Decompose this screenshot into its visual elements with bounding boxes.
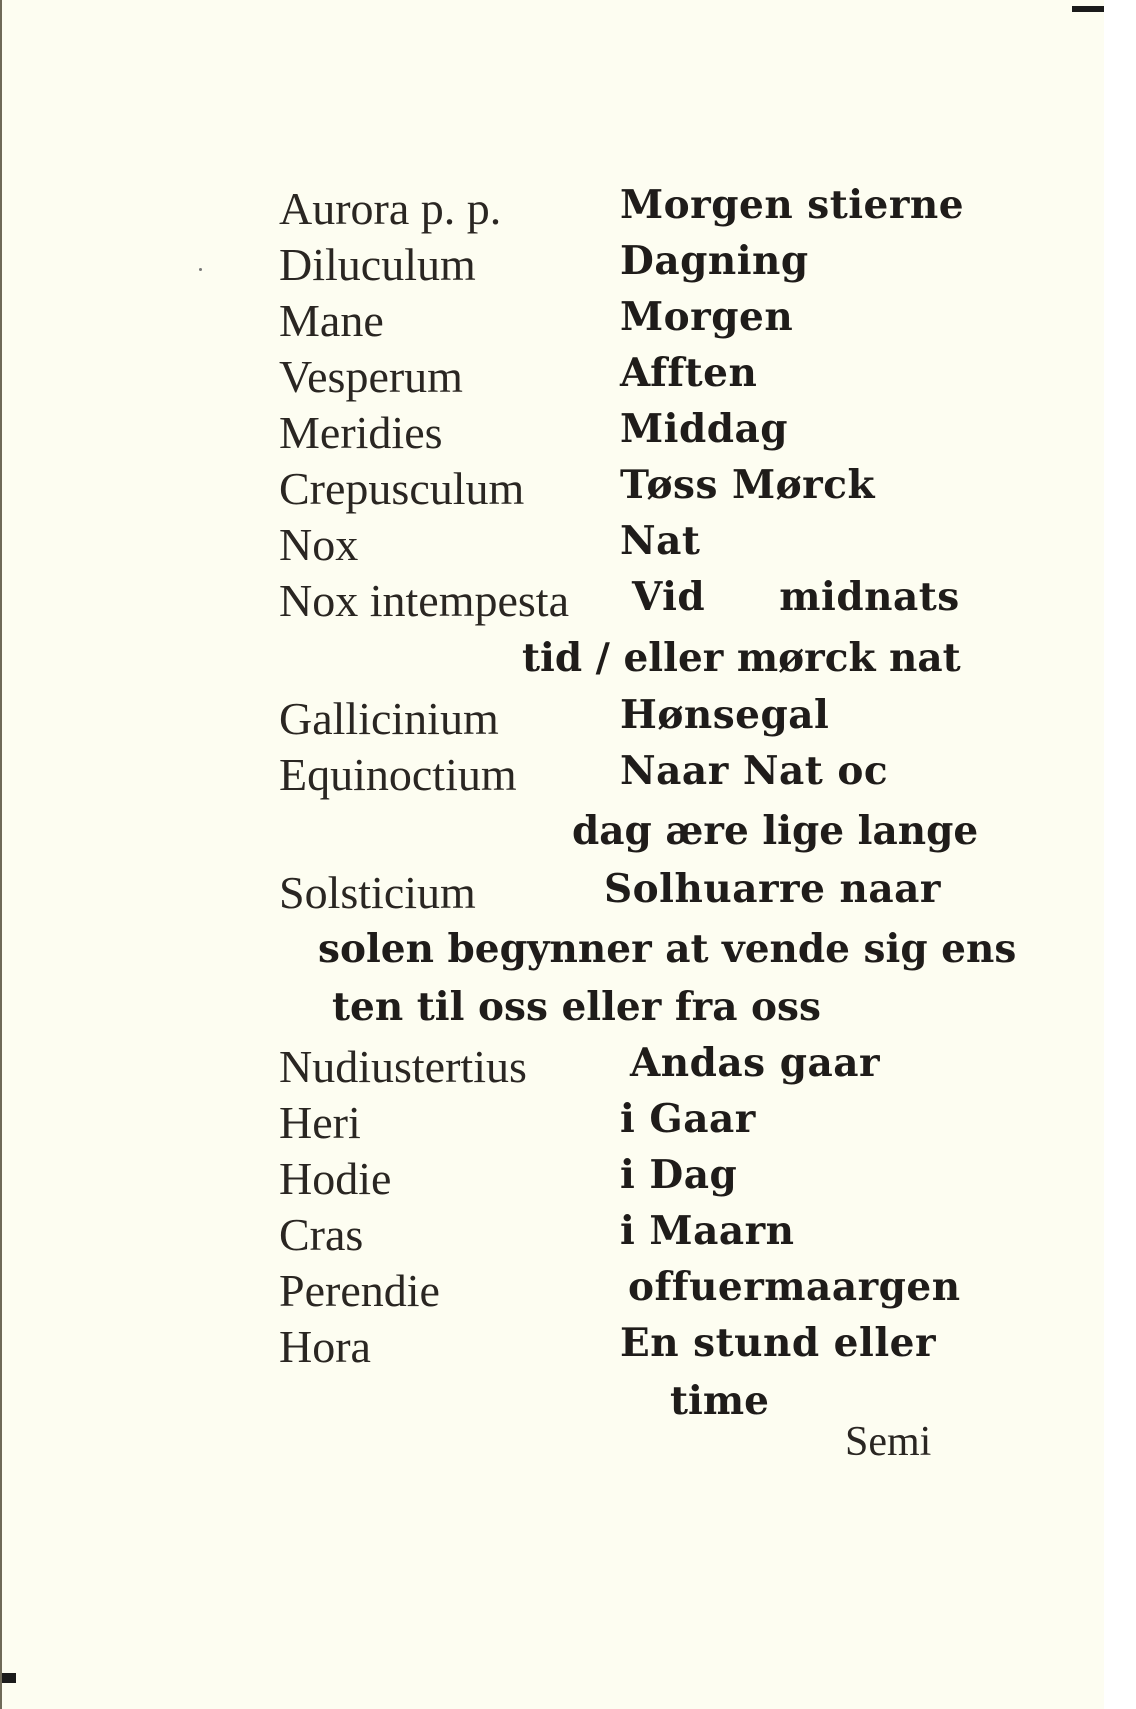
latin-term: Cras	[279, 1209, 364, 1260]
glossary-row	[2, 238, 1106, 296]
danish-gloss: Middag	[620, 406, 789, 452]
latin-term: Hora	[279, 1321, 371, 1372]
glossary-row	[2, 1208, 1106, 1266]
danish-gloss: i Gaar	[620, 1096, 756, 1142]
latin-term: Aurora p. p.	[279, 183, 502, 234]
gloss-continuation: ten til oss eller fra oss	[332, 984, 821, 1030]
glossary-row	[2, 692, 1106, 750]
latin-term: Gallicinium	[279, 693, 499, 744]
scan-edge-mark	[1072, 6, 1104, 12]
danish-gloss: Vid midnats	[632, 574, 960, 620]
catchword: Semi	[845, 1419, 932, 1465]
gloss-continuation: time	[670, 1378, 769, 1424]
glossary-row	[2, 1152, 1106, 1210]
danish-gloss: i Dag	[620, 1152, 738, 1198]
latin-term: Diluculum	[279, 239, 476, 290]
danish-gloss: En stund eller	[620, 1320, 936, 1366]
gloss-continuation: solen begynner at vende sig ens	[318, 926, 1017, 972]
glossary-row	[2, 462, 1106, 520]
danish-gloss: Afften	[620, 350, 758, 396]
danish-gloss: Morgen stierne	[620, 182, 965, 228]
latin-term: Perendie	[279, 1265, 440, 1316]
danish-gloss: Nat	[620, 518, 701, 564]
glossary-row	[2, 748, 1106, 806]
latin-term: Hodie	[279, 1153, 392, 1204]
danish-gloss: i Maarn	[620, 1208, 795, 1254]
glossary-row	[2, 182, 1106, 240]
glossary-row	[2, 1040, 1106, 1098]
danish-gloss: Tøss Mørck	[620, 462, 875, 508]
latin-term: Crepusculum	[279, 463, 525, 514]
latin-term: Mane	[279, 295, 384, 346]
glossary-row	[2, 866, 1106, 924]
latin-term: Nudiustertius	[279, 1041, 527, 1092]
glossary-row	[2, 350, 1106, 408]
danish-gloss: Morgen	[620, 294, 794, 340]
latin-term: Heri	[279, 1097, 361, 1148]
gloss-continuation: tid / eller mørck nat	[522, 635, 961, 681]
glossary-row	[2, 406, 1106, 464]
latin-term: Nox	[279, 519, 359, 570]
glossary-row	[2, 574, 1106, 632]
scan-edge-mark-bottom	[2, 1673, 16, 1683]
glossary-row	[2, 518, 1106, 576]
latin-term: Nox intempesta	[279, 575, 569, 626]
glossary-row	[2, 1096, 1106, 1154]
danish-gloss: Solhuarre naar	[604, 866, 941, 912]
glossary-row	[2, 1320, 1106, 1378]
danish-gloss: Naar Nat oc	[620, 748, 889, 794]
glossary-row	[2, 1264, 1106, 1322]
gloss-continuation: dag ære lige lange	[572, 808, 979, 854]
danish-gloss: offuermaargen	[628, 1264, 961, 1310]
danish-gloss: Hønsegal	[620, 692, 830, 738]
danish-gloss: Andas gaar	[630, 1040, 881, 1086]
latin-term: Equinoctium	[279, 749, 517, 800]
danish-gloss: Dagning	[620, 238, 809, 284]
glossary-row	[2, 294, 1106, 352]
latin-term: Solsticium	[279, 867, 476, 918]
latin-term: Vesperum	[279, 351, 463, 402]
latin-term: Meridies	[279, 407, 443, 458]
